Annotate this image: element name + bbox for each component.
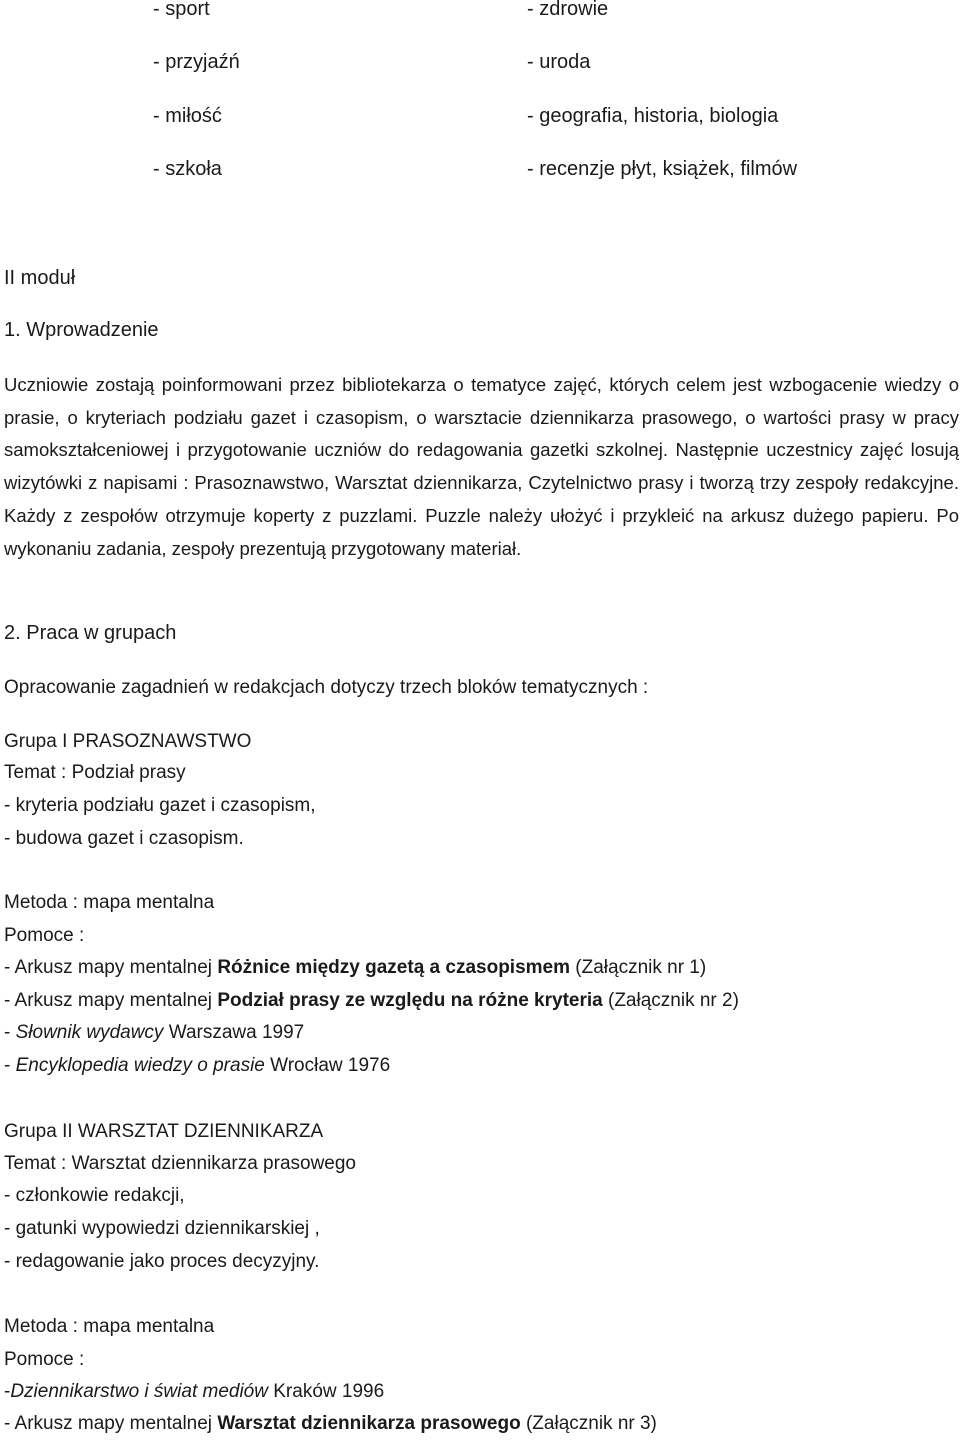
topic-przyjazn: - przyjaźń [153,51,240,73]
aid-prefix: - Arkusz mapy mentalnej [4,1413,218,1434]
group1-item: - budowa gazet i czasopism. [4,828,244,849]
topic-zdrowie: - zdrowie [527,0,609,20]
aid-title: Różnice między gazetą a czasopismem [217,957,570,978]
module-title: II moduł [4,267,76,289]
topic-szkola: - szkoła [153,158,222,180]
section1-paragraph: Uczniowie zostają poinformowani przez bibliotekarza o tematyce zajęć, których celem jest wzbogacenie wiedzy o prasie, o kryteriach podziału gazet i czasopism, o warsztacie dziennikarza prasowego, o wartości prasy w pracy samokształceniowej i przygotowanie uczniów do redagowania gazetki szkolnej. Następnie uczestnicy zajęć losują wizytówki z napisami : Prasoznawstwo, Warsztat dziennikarza, Czytelnictwo prasy i tworzą trzy zespoły redakcyjne. Każdy z zespołów otrzymuje koperty z puzzlami. Puzzle należy ułożyć i przykleić na arkusz dużego papieru. Po wykonaniu zadania, zespoły prezentują przygotowany materiał. [4,374,959,559]
aid-suffix: (Załącznik nr 3) [520,1413,657,1434]
group1-method: Metoda : mapa mentalna [4,892,215,913]
aid-suffix: Wrocław 1976 [264,1055,391,1076]
group1-aid-4 [4,1055,390,1077]
topic-uroda: - uroda [527,51,591,73]
aid-prefix: - Arkusz mapy mentalnej [4,990,218,1011]
group2-item: - gatunki wypowiedzi dziennikarskiej , [4,1218,320,1239]
group1-aid-1 [4,957,706,979]
aid-title: Warsztat dziennikarza prasowego [217,1413,521,1434]
section1-heading: 1. Wprowadzenie [4,319,159,341]
group1-aid-3 [4,1022,304,1044]
topic-recenzje: - recenzje płyt, książek, filmów [527,158,798,180]
aid-prefix: - Arkusz mapy mentalnej [4,957,218,978]
aid-title: Encyklopedia wiedzy o prasie [15,1055,265,1076]
aid-suffix: (Załącznik nr 1) [570,957,707,978]
section2-intro: Opracowanie zagadnień w redakcjach dotyczy trzech bloków tematycznych : [4,677,649,698]
group2-aid-2 [4,1413,657,1435]
aid-suffix: Warszawa 1997 [163,1022,305,1043]
section2-heading: 2. Praca w grupach [4,622,177,644]
group2-aids-label: Pomoce : [4,1349,85,1370]
aid-suffix: Kraków 1996 [267,1381,385,1402]
group2-method: Metoda : mapa mentalna [4,1316,215,1337]
aid-title: Słownik wydawcy [15,1022,164,1043]
group2-title: Grupa II WARSZTAT DZIENNIKARZA [4,1121,324,1142]
group1-aid-2 [4,990,739,1012]
aid-prefix: - [4,1055,16,1076]
aid-prefix: - [4,1381,11,1402]
group1-item: - kryteria podziału gazet i czasopism, [4,795,316,816]
group2-topic: Temat : Warsztat dziennikarza prasowego [4,1153,357,1174]
topic-milosc: - miłość [153,105,222,127]
aid-title: Podział prasy ze względu na różne kryteria [217,990,603,1011]
group1-topic: Temat : Podział prasy [4,762,186,783]
aid-suffix: (Załącznik nr 2) [602,990,739,1011]
group2-aid-1 [4,1381,384,1403]
group2-item: - członkowie redakcji, [4,1185,185,1206]
topic-geografia: - geografia, historia, biologia [527,105,779,127]
aid-title: Dziennikarstwo i świat mediów [10,1381,268,1402]
aid-prefix: - [4,1022,16,1043]
group1-aids-label: Pomoce : [4,925,85,946]
group2-item: - redagowanie jako proces decyzyjny. [4,1251,320,1272]
group1-title: Grupa I PRASOZNAWSTWO [4,731,252,752]
topic-sport: - sport [153,0,210,20]
